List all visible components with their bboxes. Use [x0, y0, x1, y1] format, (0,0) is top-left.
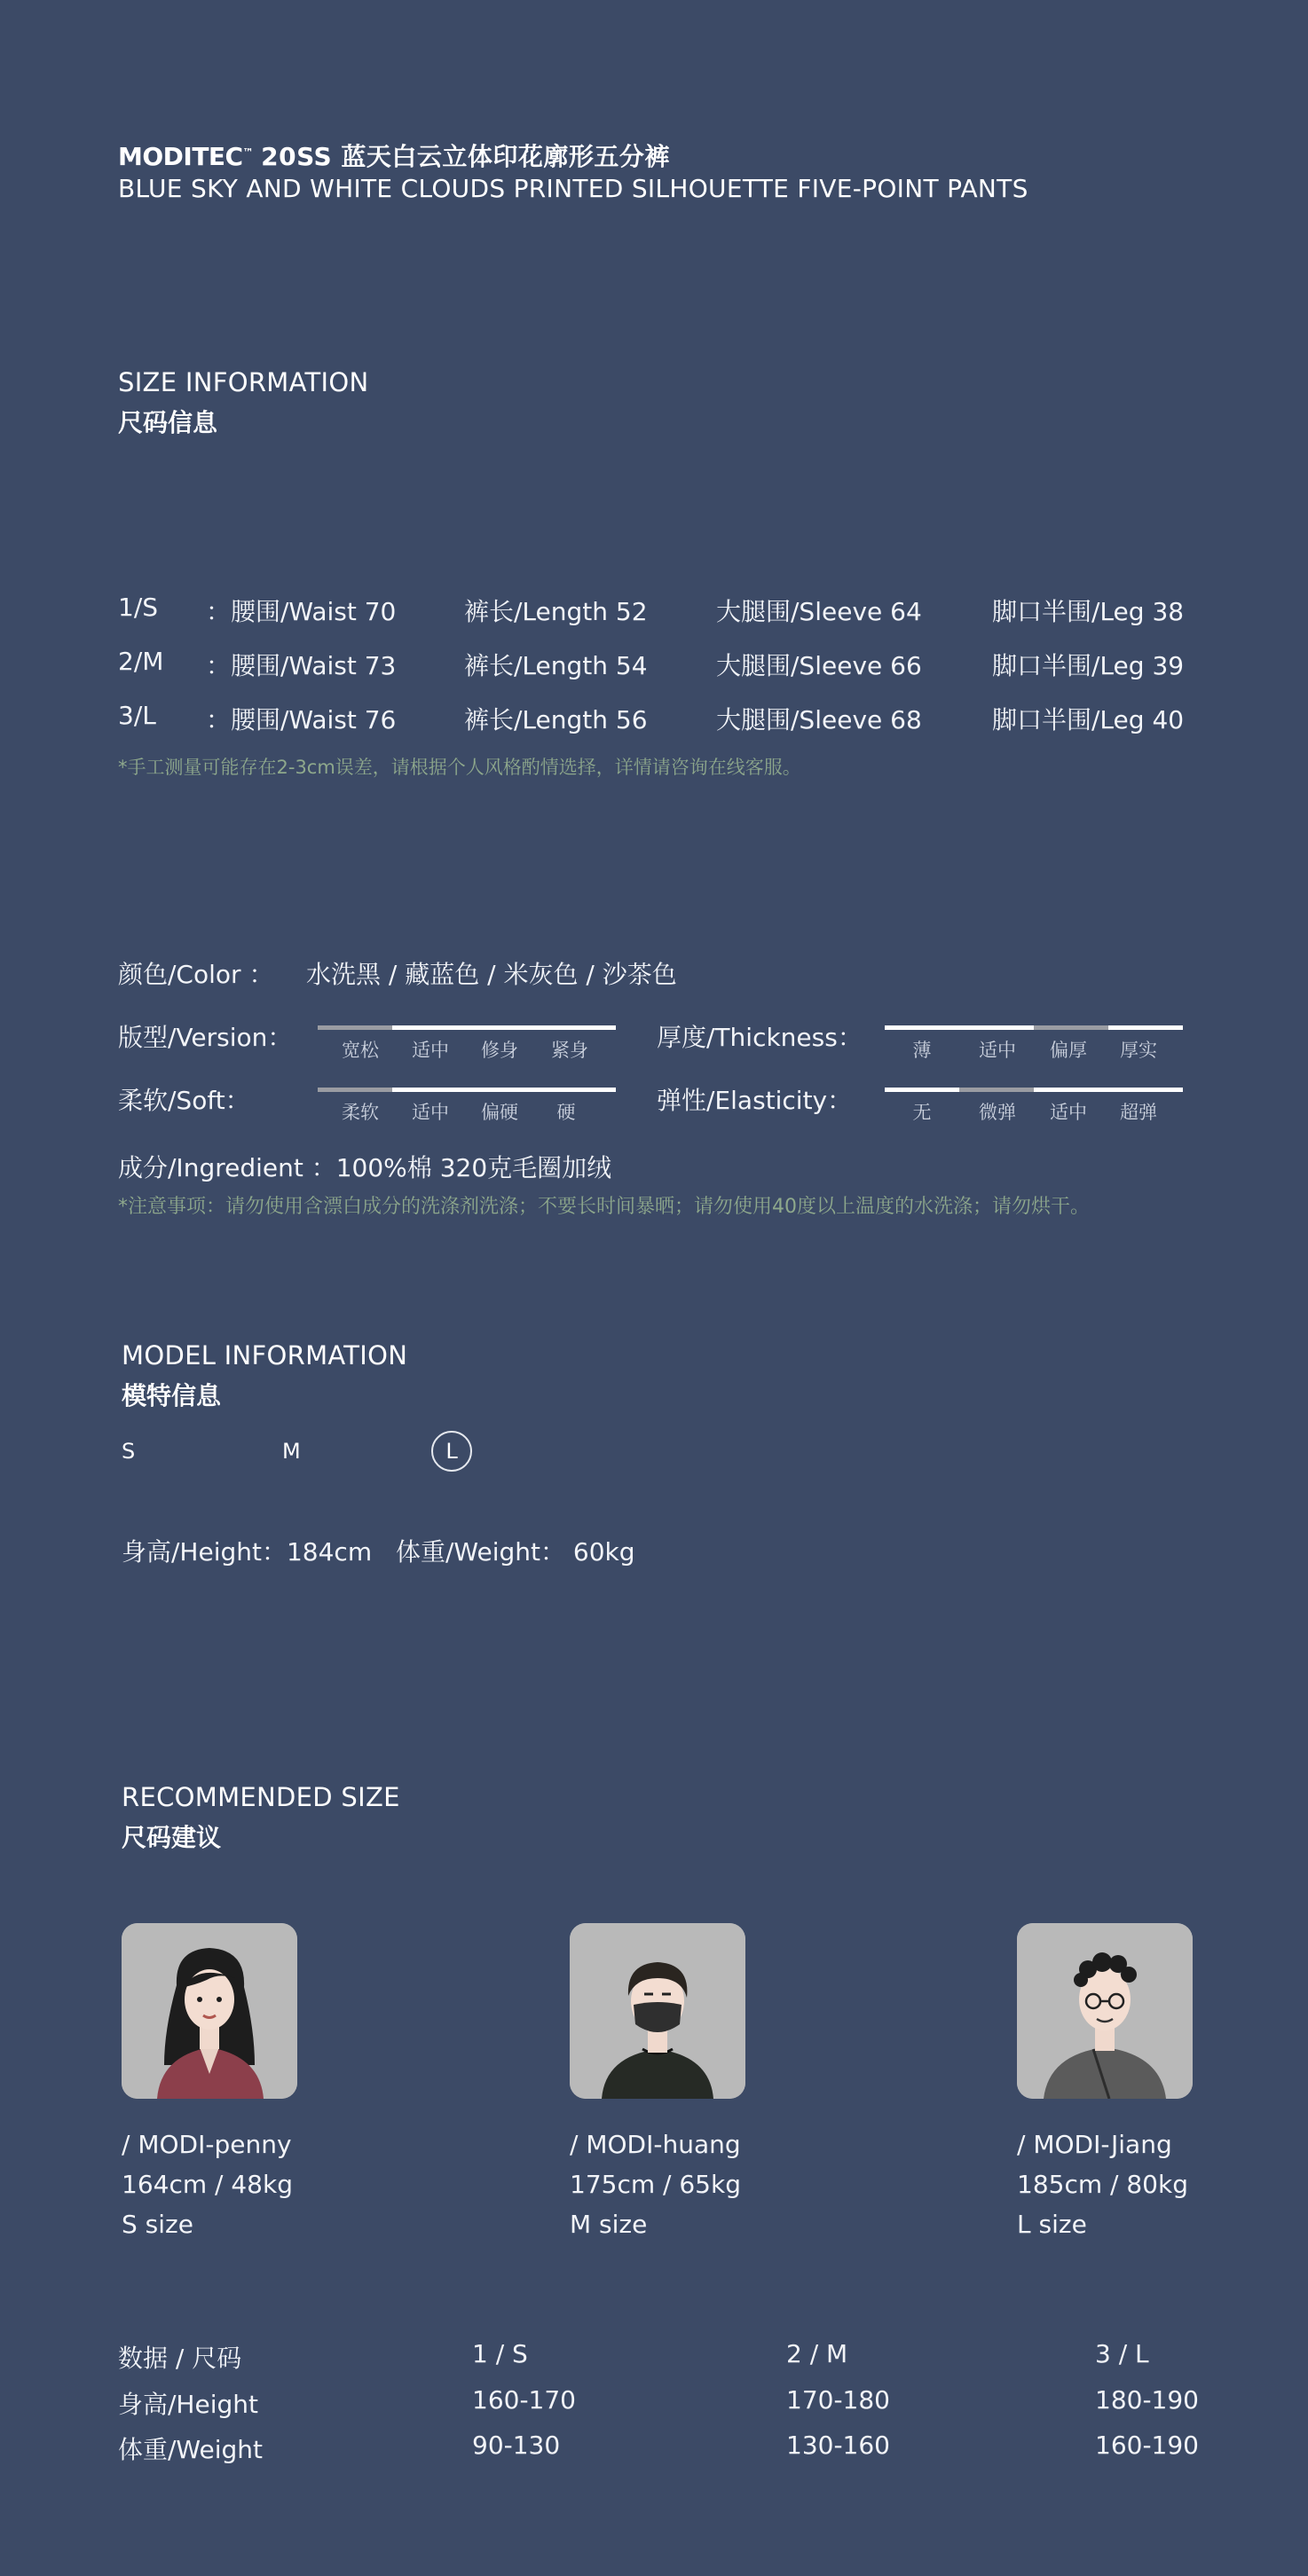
- scale-segment: [392, 1025, 467, 1030]
- size-row-leg: 脚口半围/Leg 39: [992, 651, 1185, 680]
- scale-segment: [392, 1088, 467, 1092]
- size-row-waist: ：腰围/Waist 76: [206, 705, 397, 734]
- scale-segment: [467, 1088, 541, 1092]
- model-name: / MODI-Jiang: [1017, 2130, 1172, 2159]
- scale-segment: [959, 1025, 1034, 1030]
- size-row-sleeve: 大腿围/Sleeve 66: [716, 651, 922, 680]
- thickness-scale: [885, 1025, 1183, 1061]
- scale-option-label: 紧身: [551, 1040, 588, 1061]
- model-size: L size: [1017, 2210, 1087, 2239]
- size-row-waist: ：腰围/Waist 73: [206, 651, 397, 680]
- size-row-length: 裤长/Length 56: [464, 705, 648, 734]
- model-avatar-huang: [570, 1923, 745, 2099]
- model-size-selected: [431, 1431, 472, 1472]
- measurement-note: *手工测量可能存在2-3cm误差，请根据个人风格酌情选择，详情请咨询在线客服。: [118, 757, 801, 778]
- scale-option-label: 适中: [1050, 1102, 1087, 1123]
- model-size: M size: [570, 2210, 648, 2239]
- model-stats: 175cm / 65kg: [570, 2170, 741, 2199]
- scale-option-label: 厚实: [1120, 1040, 1157, 1061]
- recommended-heading-zh: 尺码建议: [122, 1823, 222, 1852]
- model-info-heading-zh: 模特信息: [122, 1381, 222, 1410]
- table-header: 2 / M: [786, 2339, 848, 2368]
- scale-segment: [318, 1088, 392, 1092]
- scale-option-label: 超弹: [1120, 1102, 1157, 1123]
- size-row-length: 裤长/Length 54: [464, 651, 648, 680]
- scale-option-label: 微弹: [979, 1102, 1016, 1123]
- brand-logo: MODITEC: [118, 142, 243, 171]
- color-options: 水洗黑 / 藏蓝色 / 米灰色 / 沙茶色: [306, 960, 677, 989]
- table-row-label: 体重/Weight: [118, 2435, 263, 2464]
- scale-segment: [1034, 1025, 1108, 1030]
- size-row-leg: 脚口半围/Leg 38: [992, 597, 1185, 626]
- model-height: 身高/Height：184cm: [122, 1537, 373, 1567]
- scale-segment: [885, 1025, 959, 1030]
- scale-option-label: 柔软: [342, 1102, 379, 1123]
- model-stats: 164cm / 48kg: [122, 2170, 293, 2199]
- table-cell: 160-170: [472, 2385, 576, 2415]
- scale-option-label: 适中: [412, 1040, 449, 1061]
- scale-segment: [1034, 1088, 1108, 1092]
- size-row-length: 裤长/Length 52: [464, 597, 648, 626]
- model-info-heading-en: MODEL INFORMATION: [122, 1340, 408, 1370]
- size-row-label: 1/S: [118, 593, 159, 622]
- size-row-label: 2/M: [118, 647, 164, 676]
- model-avatar-penny: [122, 1923, 297, 2099]
- size-row-label: 3/L: [118, 701, 156, 730]
- product-title-en: BLUE SKY AND WHITE CLOUDS PRINTED SILHOUETTE FIVE-POINT PANTS: [118, 174, 1028, 203]
- scale-segment: [1108, 1025, 1183, 1030]
- elasticity-label: 弹性/Elasticity：: [657, 1086, 853, 1115]
- size-info-heading-zh: 尺码信息: [118, 408, 218, 437]
- scale-option-label: 薄: [912, 1040, 932, 1061]
- size-row-sleeve: 大腿围/Sleeve 68: [716, 705, 922, 734]
- scale-segment: [1108, 1088, 1183, 1092]
- scale-segment: [959, 1088, 1034, 1092]
- thickness-label: 厚度/Thickness：: [657, 1023, 863, 1052]
- scale-segment: [885, 1088, 959, 1092]
- scale-segment: [541, 1088, 616, 1092]
- elasticity-scale: [885, 1088, 1183, 1123]
- scale-segment: [467, 1025, 541, 1030]
- model-size-s: S: [122, 1439, 136, 1464]
- model-size-m: M: [282, 1439, 301, 1464]
- table-header: 3 / L: [1095, 2339, 1149, 2368]
- table-cell: 170-180: [786, 2385, 890, 2415]
- color-label: 颜色/Color ：: [118, 960, 274, 989]
- size-row-waist: ：腰围/Waist 70: [206, 597, 397, 626]
- table-header: 1 / S: [472, 2339, 528, 2368]
- size-row-sleeve: 大腿围/Sleeve 64: [716, 597, 922, 626]
- table-header: 数据 / 尺码: [118, 2344, 242, 2373]
- care-note: *注意事项：请勿使用含漂白成分的洗涤剂洗涤；不要长时间暴晒；请勿使用40度以上温度的水洗涤；请勿烘干。: [118, 1196, 1090, 1218]
- table-cell: 130-160: [786, 2431, 890, 2460]
- size-info-heading-en: SIZE INFORMATION: [118, 367, 369, 397]
- version-scale: [318, 1025, 616, 1061]
- scale-option-label: 偏硬: [481, 1102, 518, 1123]
- model-name: / MODI-huang: [570, 2130, 741, 2159]
- model-card-penny: [122, 2124, 293, 2244]
- product-title-zh: 20SS 蓝天白云立体印花廓形五分裤: [261, 142, 670, 171]
- soft-label: 柔软/Soft：: [118, 1086, 250, 1115]
- table-cell: 90-130: [472, 2431, 561, 2460]
- table-cell: 180-190: [1095, 2385, 1199, 2415]
- recommended-heading-en: RECOMMENDED SIZE: [122, 1782, 400, 1812]
- model-size: S size: [122, 2210, 193, 2239]
- scale-option-label: 硬: [556, 1102, 576, 1123]
- size-row-leg: 脚口半围/Leg 40: [992, 705, 1185, 734]
- scale-option-label: 适中: [979, 1040, 1016, 1061]
- model-name: / MODI-penny: [122, 2130, 292, 2159]
- model-weight: 体重/Weight： 60kg: [396, 1537, 635, 1567]
- scale-option-label: 偏厚: [1050, 1040, 1087, 1061]
- product-title: [118, 137, 670, 173]
- model-size-l: L: [445, 1439, 458, 1464]
- model-stats: 185cm / 80kg: [1017, 2170, 1188, 2199]
- scale-option-label: 无: [912, 1102, 932, 1123]
- ingredient-text: 成分/Ingredient ：100%棉 320克毛圈加绒: [118, 1153, 612, 1182]
- scale-segment: [541, 1025, 616, 1030]
- soft-scale: [318, 1088, 616, 1123]
- version-label: 版型/Version：: [118, 1023, 293, 1052]
- table-row-label: 身高/Height: [118, 2390, 258, 2419]
- scale-option-label: 适中: [412, 1102, 449, 1123]
- model-card-huang: [570, 2124, 741, 2244]
- scale-option-label: 宽松: [342, 1040, 379, 1061]
- table-cell: 160-190: [1095, 2431, 1199, 2460]
- scale-option-label: 修身: [481, 1040, 518, 1061]
- trademark-mark: ™: [242, 145, 255, 159]
- model-card-jiang: [1017, 2124, 1188, 2244]
- model-avatar-jiang: [1017, 1923, 1193, 2099]
- scale-segment: [318, 1025, 392, 1030]
